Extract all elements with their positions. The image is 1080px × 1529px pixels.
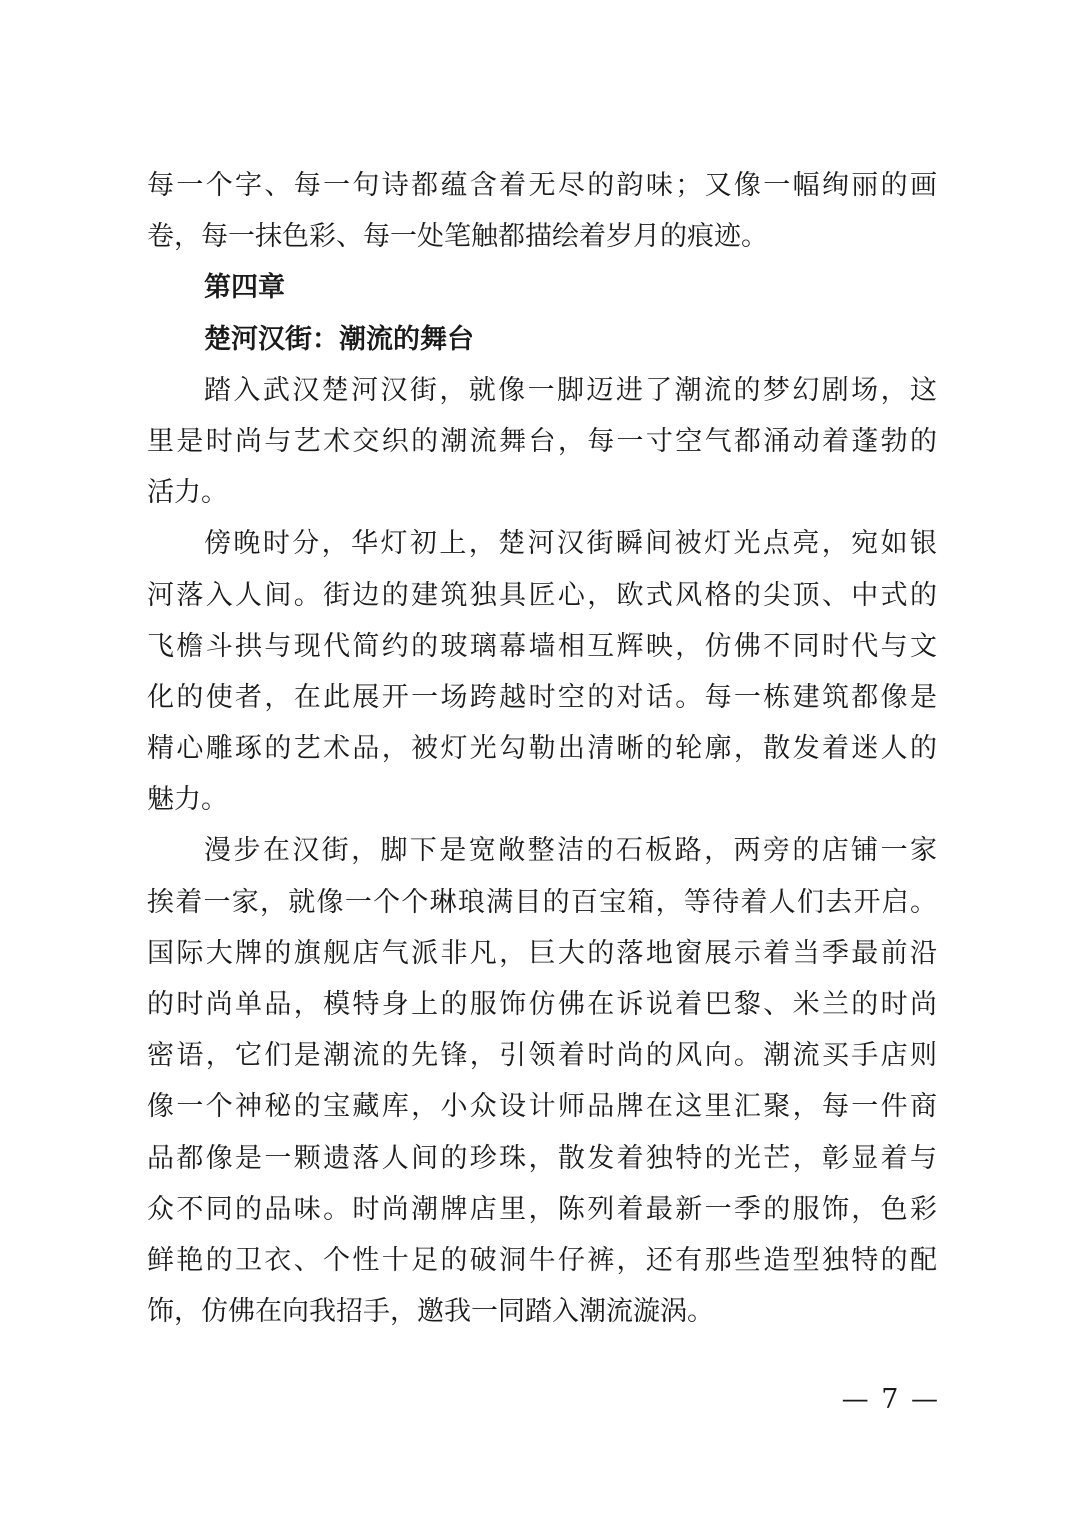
text-line: 活力。 xyxy=(147,477,228,509)
text-line: 河落入人间。街边的建筑独具匠心，欧式风格的尖顶、中式的 xyxy=(147,579,937,611)
paragraph xyxy=(147,825,937,1337)
section-heading xyxy=(147,314,937,365)
text-line: 的时尚单品，模特身上的服饰仿佛在诉说着巴黎、米兰的时尚 xyxy=(147,989,937,1020)
text-line: 里是时尚与艺术交织的潮流舞台，每一寸空气都涌动着蓬勃的 xyxy=(147,425,937,457)
document-body xyxy=(147,160,937,1337)
text-line: 品都像是一颗遗落人间的珍珠，散发着独特的光芒，彰显着与 xyxy=(147,1142,937,1174)
page-number: — 7 — xyxy=(841,1384,940,1415)
text-line: 每一个字、每一句诗都蕴含着无尽的韵味；又像一幅绚丽的画 xyxy=(147,170,937,201)
text-line: 化的使者，在此展开一场跨越时空的对话。每一栋建筑都像是 xyxy=(147,681,937,713)
text-line: 卷，每一抹色彩、每一处笔触都描绘着岁月的痕迹。 xyxy=(147,221,768,253)
text-line: 魅力。 xyxy=(147,784,228,816)
text-line: 楚河汉街：潮流的舞台 xyxy=(204,323,474,355)
text-line: 像一个神秘的宝藏库，小众设计师品牌在这里汇聚，每一件商 xyxy=(147,1091,937,1123)
text-line: 密语，它们是潮流的先锋，引领着时尚的风向。潮流买手店则 xyxy=(147,1040,937,1072)
text-line: 飞檐斗拱与现代简约的玻璃幕墙相互辉映，仿佛不同时代与文 xyxy=(147,630,937,662)
text-line: 精心雕琢的艺术品，被灯光勾勒出清晰的轮廓，散发着迷人的 xyxy=(147,733,937,765)
text-line: 饰，仿佛在向我招手，邀我一同踏入潮流漩涡。 xyxy=(147,1296,714,1328)
text-line: 傍晚时分，华灯初上，楚河汉街瞬间被灯光点亮，宛如银 xyxy=(204,528,937,560)
text-line: 漫步在汉街，脚下是宽敞整洁的石板路，两旁的店铺一家 xyxy=(204,835,937,867)
text-line: 国际大牌的旗舰店气派非凡，巨大的落地窗展示着当季最前沿 xyxy=(147,937,937,969)
text-line: 第四章 xyxy=(204,272,285,304)
text-line: 众不同的品味。时尚潮牌店里，陈列着最新一季的服饰，色彩 xyxy=(147,1193,937,1225)
text-line: 鲜艳的卫衣、个性十足的破洞牛仔裤，还有那些造型独特的配 xyxy=(147,1244,937,1276)
text-line: 踏入武汉楚河汉街，就像一脚迈进了潮流的梦幻剧场，这 xyxy=(204,374,937,406)
paragraph xyxy=(147,160,937,262)
paragraph xyxy=(147,365,937,519)
paragraph xyxy=(147,518,937,825)
section-heading xyxy=(147,262,937,313)
text-line: 挨着一家，就像一个个琳琅满目的百宝箱，等待着人们去开启。 xyxy=(147,886,937,918)
